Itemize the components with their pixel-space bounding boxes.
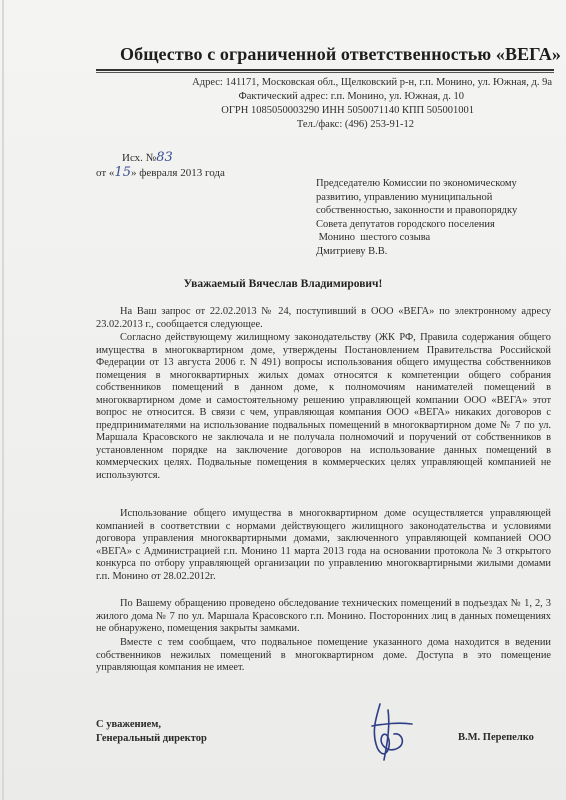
closing-regards: С уважением, [96, 719, 162, 730]
recipient-line: Монино шестого созыва [316, 232, 431, 244]
body-paragraph-3: Использование общего имущества в многоквартирном доме осуществляется управляющей компанией в соответствии с нормами действующего жилищного законодательства и условиями договора управления многоквартирными домами, заключенного управляющей компанией ООО «ВЕГА» с Администрацией г.п. Монино 11 марта 2013 года на основании протокола № 3 открытого конкурса по отбору управляющей организации по управлению многоквартирными жилыми домами г.п. Монино от 28.02.2012г. [96, 508, 551, 582]
body-paragraph-4: По Вашему обращению проведено обследование технических помещений в подъездах № 1, 2, 3 жилого дома № 7 по ул. Маршала Красовского г.п. Монино. Посторонних лиц в данных помещениях не обнаружено, помещения закрыты замками. [96, 598, 551, 634]
body-paragraph-5: Вместе с тем сообщаем, что подвальное помещение указанного дома находится в ведении собственников нежилых помещений в многоквартирном доме. Доступа в это помещение управляющая компания не имеет. [96, 637, 551, 673]
greeting: Уважаемый Вячеслав Владимирович! [183, 278, 383, 290]
actual-address: Фактический адрес: г.п. Монино, ул. Южная, д. 10 [238, 91, 464, 102]
outgoing-date-prefix: от « [96, 167, 115, 179]
signer-position: Генеральный директор [96, 733, 207, 744]
signer-name: В.М. Перепелко [458, 732, 534, 743]
handwritten-signature [358, 700, 428, 764]
closing-block [96, 718, 207, 746]
outgoing-number-value: 83 [156, 150, 173, 165]
outgoing-date-suffix: » февраля 2013 года [130, 167, 225, 179]
legal-address: Адрес: 141171, Московская обл., Щелковский р-н, г.п. Монино, ул. Южная, д. 9а [192, 77, 552, 88]
body-paragraph-1: На Ваш запрос от 22.02.2013 № 24, поступивший в ООО «ВЕГА» по электронному адресу 23.02.2013 г., сообщается следующее. [96, 306, 551, 330]
recipient-line: развитию, управлению муниципальной [316, 191, 493, 203]
outgoing-date-day: 15 [114, 165, 131, 180]
recipient-line: Дмитриеву В.В. [316, 245, 388, 257]
outgoing-number-prefix: Исх. № [122, 152, 157, 164]
outgoing-date [96, 165, 225, 180]
body-paragraph-2: Согласно действующему жилищному законодательству (ЖК РФ, Правила содержания общего имущества в многоквартирном доме, утверждены Постановлением Правительства Российской Федерации от 13 августа 2006 г. N 491) вопросы использования общего имущества собственников помещения в многоквартирных жилых домах относятся к компетенции общего собрания собственников помещений в данном доме, к полномочиям нанимателей помещений в многоквартирном доме и самостоятельному решению управляющей компании ООО «ВЕГА» этот вопрос не относится. В связи с чем, управляющая компания ООО «ВЕГА» никаких договоров с предпринимателями на использование подвальных помещений в многоквартирном доме № 7 по ул. Маршала Красовского не заключала и не получала полномочий и поручений от собственников в установленном порядке на заключение договоров на использование данных помещений в коммерческих целях. Подвальные помещения в коммерческих целях управляющей компанией не используются. [96, 332, 551, 481]
recipient-block [316, 177, 556, 259]
header-rule [96, 69, 554, 71]
recipient-line: Председателю Комиссии по экономическому [316, 178, 517, 189]
registration-numbers: ОГРН 1085050003290 ИНН 5050071140 КПП 505001001 [221, 105, 474, 116]
outgoing-number [122, 150, 173, 165]
recipient-line: Совета депутатов городского поселения [316, 218, 495, 230]
organization-name: Общество с ограниченной ответственностью «ВЕГА» [120, 44, 561, 64]
recipient-line: собственностью, законности и правопорядку [316, 205, 518, 217]
phone-fax: Тел./факс: (496) 253-91-12 [296, 119, 414, 130]
header-rule-thin [96, 72, 554, 73]
